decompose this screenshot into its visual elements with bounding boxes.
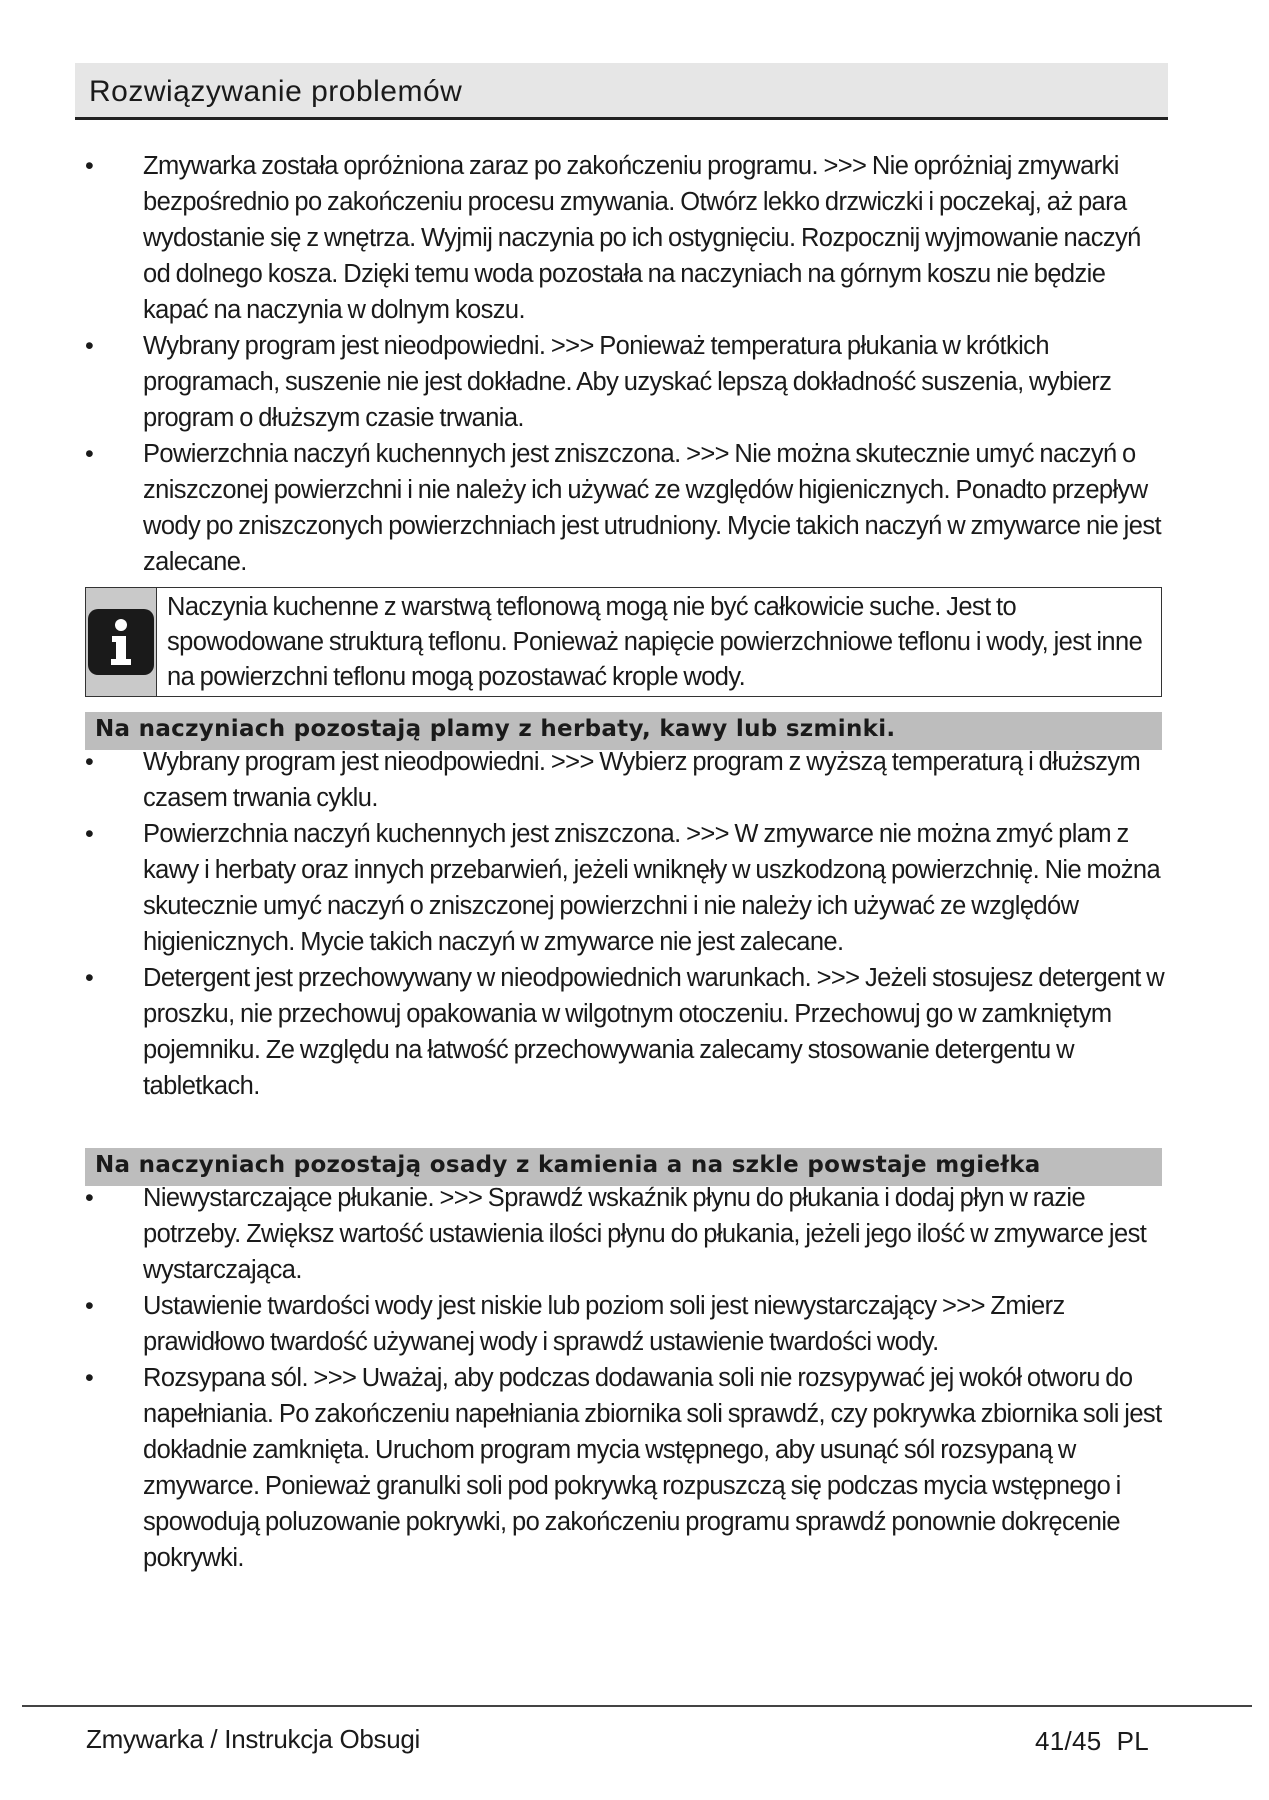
bullet-dot: • bbox=[85, 1184, 94, 1212]
list-item bbox=[75, 744, 1168, 816]
note-text: Naczynia kuchenne z warstwą teflonową mogą nie być całkowicie suche. Jest to spowodowane strukturą teflonu. Ponieważ napięcie powierzchniowe teflonu i wody, jest inne na powierzchni teflonu mogą pozostawać krople wody. bbox=[167, 593, 1143, 691]
section1-list bbox=[75, 148, 1168, 580]
bullet-dot: • bbox=[85, 440, 94, 468]
list-item-text: Wybrany program jest nieodpowiedni. >>> Wybierz program z wyższą temperaturą i dłuższym czasem trwania cyklu. bbox=[143, 748, 1141, 812]
list-item-text: Detergent jest przechowywany w nieodpowiednich warunkach. >>> Jeżeli stosujesz detergent w proszku, nie przechowuj opakowania w wilgotnym otoczeniu. Przechowuj go w zamkniętym pojemniku. Ze względu na łatwość przechowywania zalecamy stosowanie detergentu w tabletkach. bbox=[143, 964, 1165, 1100]
list-item-text: Zmywarka została opróżniona zaraz po zakończeniu programu. >>> Nie opróżniaj zmywarki bezpośrednio po zakończeniu procesu zmywania. Otwórz lekko drzwiczki i poczekaj, aż para wydostanie się z wnętrza. Wyjmij naczynia po ich ostygnięciu. Rozpocznij wyjmowanie naczyń od dolnego kosza. Dzięki temu woda pozostała na naczyniach na górnym koszu nie będzie kapać na naczynia w dolnym koszu. bbox=[143, 152, 1141, 324]
footer-document-title: Zmywarka / Instrukcja Obsugi bbox=[86, 1724, 421, 1754]
page-title: Rozwiązywanie problemów bbox=[89, 75, 463, 108]
bullet-dot: • bbox=[85, 820, 94, 848]
info-note bbox=[85, 587, 1162, 697]
bullet-dot: • bbox=[85, 964, 94, 992]
list-item-text: Rozsypana sól. >>> Uważaj, aby podczas dodawania soli nie rozsypywać jej wokół otworu do napełniania. Po zakończeniu napełniania zbiornika soli sprawdź, czy pokrywka zbiornika soli jest dokładnie zamknięta. Uruchom program mycia wstępnego, aby usunąć sól rozsypaną w zmywarce. Ponieważ granulki soli pod pokrywką rozpuszczą się podczas mycia wstępnego i spowodują poluzowanie pokrywki, po zakończeniu programu sprawdź ponownie dokręcenie pokrywki. bbox=[143, 1364, 1162, 1572]
list-item-text: Niewystarczające płukanie. >>> Sprawdź wskaźnik płynu do płukania i dodaj płyn w razie potrzeby. Zwiększ wartość ustawienia ilości płynu do płukania, jeżeli jego ilość w zmywarce jest wystarczająca. bbox=[143, 1184, 1147, 1284]
page-header bbox=[75, 63, 1168, 120]
list-item bbox=[75, 436, 1168, 580]
info-icon bbox=[86, 607, 156, 677]
list-item-text: Powierzchnia naczyń kuchennych jest zniszczona. >>> W zmywarce nie można zmyć plam z kawy i herbaty oraz innych przebarwień, jeżeli wniknęły w uszkodzoną powierzchnię. Nie można skutecznie umyć naczyń o zniszczonej powierzchni i nie należy ich używać ze względów higienicznych. Mycie takich naczyń w zmywarce nie jest zalecane. bbox=[143, 820, 1161, 956]
section2-list bbox=[75, 744, 1168, 1104]
bullet-dot: • bbox=[85, 332, 94, 360]
bullet-dot: • bbox=[85, 1364, 94, 1392]
bullet-dot: • bbox=[85, 152, 94, 180]
list-item bbox=[75, 816, 1168, 960]
list-item-text: Ustawienie twardości wody jest niskie lub poziom soli jest niewystarczający >>> Zmierz prawidłowo twardość używanej wody i sprawdź ustawienie twardości wody. bbox=[143, 1292, 1065, 1356]
list-item bbox=[75, 328, 1168, 436]
footer-page-number: 41/45 PL bbox=[1035, 1726, 1150, 1756]
footer-divider bbox=[22, 1705, 1252, 1707]
bullet-dot: • bbox=[85, 1292, 94, 1320]
list-item-text: Wybrany program jest nieodpowiedni. >>> Ponieważ temperatura płukania w krótkich programach, suszenie nie jest dokładne. Aby uzyskać lepszą dokładność suszenia, wybierz program o dłuższym czasie trwania. bbox=[143, 332, 1112, 432]
bullet-dot: • bbox=[85, 748, 94, 776]
list-item-text: Powierzchnia naczyń kuchennych jest zniszczona. >>> Nie można skutecznie umyć naczyń o zniszczonej powierzchni i nie należy ich używać ze względów higienicznych. Ponadto przepływ wody po zniszczonych powierzchniach jest utrudniony. Mycie takich naczyń w zmywarce nie jest zalecane. bbox=[143, 440, 1161, 576]
list-item bbox=[75, 1288, 1168, 1360]
section-heading: Na naczyniach pozostają plamy z herbaty, kawy lub szminki. bbox=[95, 716, 896, 742]
note-icon-cell bbox=[86, 588, 157, 696]
section-heading: Na naczyniach pozostają osady z kamienia a na szkle powstaje mgiełka bbox=[95, 1152, 1041, 1178]
list-item bbox=[75, 960, 1168, 1104]
list-item bbox=[75, 1360, 1168, 1576]
list-item bbox=[75, 148, 1168, 328]
list-item bbox=[75, 1180, 1168, 1288]
section3-list bbox=[75, 1180, 1168, 1576]
